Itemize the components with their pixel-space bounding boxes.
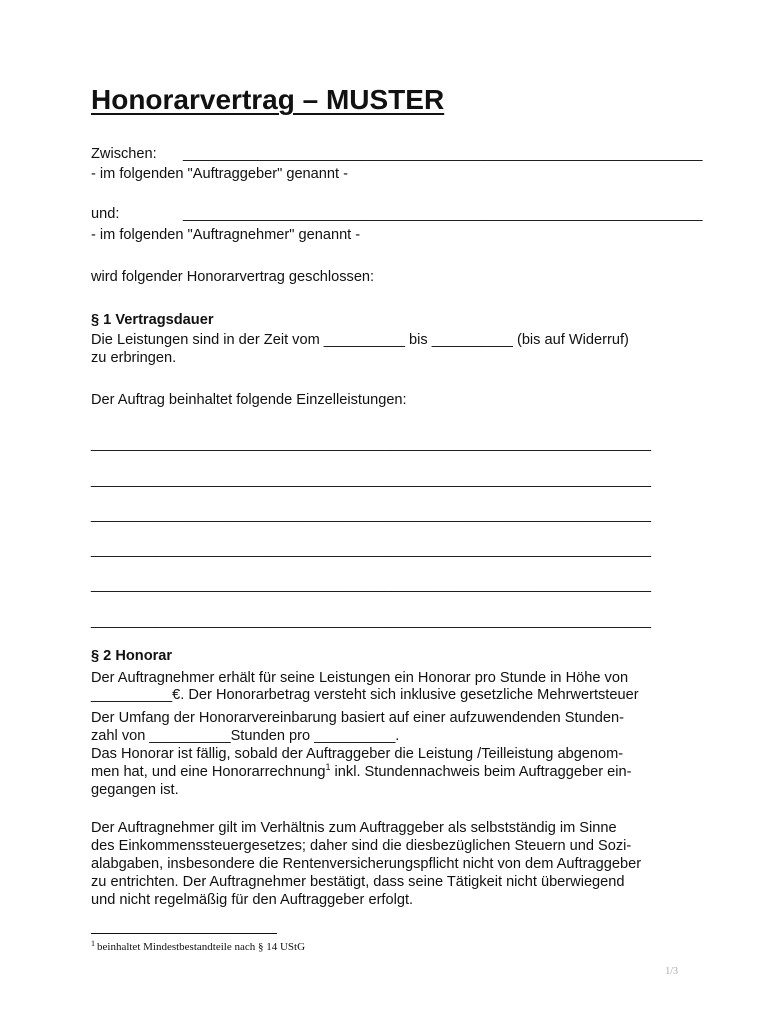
section2-p3-line2: [91, 763, 631, 782]
service-blank-line: _____________________________________________________________________: [91, 613, 652, 629]
section2-p3-line1: Das Honorar ist fällig, sobald der Auftraggeber die Leistung /Teilleistung abgenom-: [91, 746, 624, 762]
section2-p1-line1: Der Auftragnehmer erhält für seine Leistungen ein Honorar pro Stunde in Höhe von: [91, 670, 629, 686]
contractor-label: und:: [91, 206, 120, 222]
page-number: 1/3: [665, 966, 678, 977]
service-blank-line: _____________________________________________________________________: [91, 507, 652, 523]
section2-p2-line1: Der Umfang der Honorarvereinbarung basiert auf einer aufzuwendenden Stunden-: [91, 710, 624, 726]
contractor-blank: ________________________________________________________________: [183, 206, 703, 222]
section2-p3-line3: gegangen ist.: [91, 782, 179, 798]
section2-p4-line2: des Einkommenssteuergesetzes; daher sind die diesbezüglichen Steuern und Sozi-: [91, 838, 632, 854]
section2-p4-line3: alabgaben, insbesondere die Rentenversicherungspflicht nicht von dem Auftraggeber: [91, 856, 642, 872]
intro-text: wird folgender Honorarvertrag geschlossen:: [91, 269, 375, 285]
services-intro: Der Auftrag beinhaltet folgende Einzelleistungen:: [91, 392, 407, 408]
service-blank-line: _____________________________________________________________________: [91, 472, 652, 488]
client-blank: ________________________________________________________________: [183, 146, 703, 162]
section2-p1-line2: __________€. Der Honorarbetrag versteht sich inklusive gesetzliche Mehrwertsteuer: [91, 687, 639, 703]
section2-p3-line2-end: inkl. Stundennachweis beim Auftraggeber ein-: [330, 764, 632, 780]
section2-p3-line2-start: men hat, und eine Honorarrechnung: [91, 764, 326, 780]
service-blank-line: _____________________________________________________________________: [91, 542, 652, 558]
contractor-note: - im folgenden "Auftragnehmer" genannt -: [91, 227, 361, 243]
service-blank-line: _____________________________________________________________________: [91, 577, 652, 593]
footnote-text: beinhaltet Mindestbestandteile nach § 14 UStG: [97, 941, 306, 953]
section2-p4-line5: und nicht regelmäßig für den Auftraggeber erfolgt.: [91, 892, 414, 908]
service-blank-line: _____________________________________________________________________: [91, 436, 652, 452]
section1-line1: Die Leistungen sind in der Zeit vom __________ bis __________ (bis auf Widerruf): [91, 332, 629, 348]
footnote-marker: 1: [91, 939, 95, 948]
section2-p2-line2: zahl von __________Stunden pro __________.: [91, 728, 400, 744]
client-label: Zwischen:: [91, 146, 157, 162]
section2-heading: § 2 Honorar: [91, 648, 173, 664]
footnote-reference: 1: [325, 762, 331, 772]
contractor-line: [91, 205, 702, 223]
client-line: [91, 145, 702, 163]
client-note: - im folgenden "Auftraggeber" genannt -: [91, 166, 348, 182]
footnote-divider: [91, 933, 277, 934]
document-title: Honorarvertrag – MUSTER: [91, 84, 445, 115]
footnote: [91, 940, 305, 955]
section1-line2: zu erbringen.: [91, 350, 177, 366]
section1-heading: § 1 Vertragsdauer: [91, 312, 214, 328]
section2-p4-line1: Der Auftragnehmer gilt im Verhältnis zum Auftraggeber als selbstständig im Sinne: [91, 820, 617, 836]
section2-p4-line4: zu entrichten. Der Auftragnehmer bestätigt, dass seine Tätigkeit nicht überwiegend: [91, 874, 625, 890]
